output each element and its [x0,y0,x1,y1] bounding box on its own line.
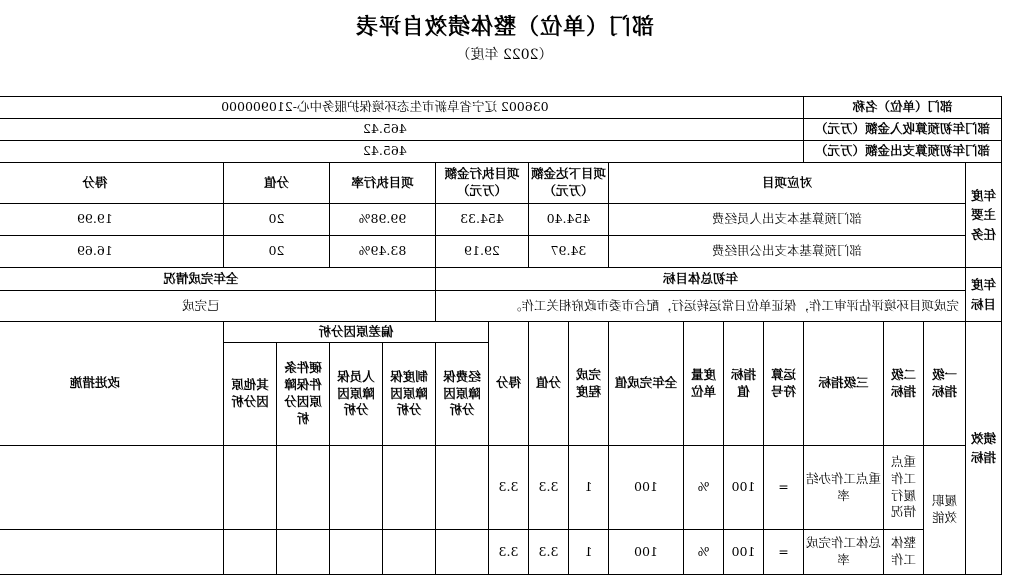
perf-score: 3.3 [488,446,528,530]
page-year: （2022 年度） [456,47,553,63]
perf-completion: 1 [568,446,608,530]
perf-header-target: 指标值 [723,322,763,446]
perf-completion: 1 [568,530,608,575]
perf-header-unit: 度量单位 [683,322,723,446]
task-project: 部门预算基本支出公用经费 [608,236,965,268]
perf-header-dev-personnel: 人员保障原因分析 [329,343,382,446]
task-project: 部门预算基本支出人员经费 [608,204,965,236]
perf-level3: 总体工作完成率 [803,530,883,575]
goal-text: 完成项目环境评估评审工作，保证单位日常运转运行，配合市委市政府相关工作。 [435,291,965,322]
table-row [0,446,1002,530]
perf-score-full: 3.3 [528,446,568,530]
perf-header-dev-system: 制度保障原因分析 [382,343,435,446]
task-rate: 99.98% [329,204,435,236]
completion-header: 全年完成情况 [0,268,435,291]
perf-header-level1: 一级指标 [924,322,966,446]
completion-text: 已完成 [0,291,435,322]
table-row [0,236,1002,268]
goals-section-label: 年度目标 [966,268,1002,322]
task-rate: 83.49% [329,236,435,268]
budget-expense-label: 部门年初预算支出金额（万元） [803,141,1001,163]
task-executed: 454.33 [435,204,528,236]
perf-header-completion: 完成程度 [568,322,608,446]
tasks-section-label: 年度主要任务 [966,163,1002,268]
perf-dev-other [223,530,276,575]
perf-header-operator: 运算符号 [763,322,803,446]
perf-header-dev-funds: 经费保障原因分析 [435,343,488,446]
perf-dev-funds [435,446,488,530]
perf-dev-hardware [276,530,329,575]
perf-section-label: 绩效指标 [966,322,1002,575]
perf-header-dev-hardware: 硬件条件保障原因分析 [276,343,329,446]
perf-dev-other [223,446,276,530]
tasks-header-score-full: 分值 [223,163,329,204]
perf-target: 100 [723,446,763,530]
perf-dev-funds [435,530,488,575]
perf-dev-hardware [276,446,329,530]
goals-header-row [0,268,1002,291]
budget-income-row [0,119,1002,141]
task-score: 19.99 [0,204,223,236]
perf-dev-system [382,530,435,575]
perf-header-level3: 三级指标 [803,322,883,446]
perf-header-annual: 全年完成值 [608,322,683,446]
perf-improvement [0,446,223,530]
tasks-header-allocated: 项目下达金额（万元） [528,163,608,204]
perf-level1: 履职效能 [924,446,966,575]
perf-header-improvement: 改进措施 [0,322,223,446]
budget-expense-value: 465.42 [0,141,803,163]
table-row [0,530,1002,575]
perf-header-deviation: 偏差原因分析 [223,322,488,343]
tasks-header-rate: 项目执行率 [329,163,435,204]
task-executed: 29.19 [435,236,528,268]
task-allocated: 454.40 [528,204,608,236]
perf-header-score-full: 分值 [528,322,568,446]
perf-unit: % [683,530,723,575]
goals-header: 年初总体目标 [435,268,965,291]
perf-header-score: 得分 [488,322,528,446]
budget-income-label: 部门年初预算收入金额（万元） [803,119,1001,141]
task-score: 16.69 [0,236,223,268]
task-score-full: 20 [223,204,329,236]
perf-dev-system [382,446,435,530]
perf-level2: 重点工作履行情况 [884,446,924,530]
budget-expense-row [0,141,1002,163]
dept-value: 036002 辽宁省阜新市生态环境保护服务中心-210900000 [0,97,803,119]
perf-annual: 100 [608,530,683,575]
perf-level3: 重点工作办结率 [803,446,883,530]
perf-dev-personnel [329,530,382,575]
perf-annual: 100 [608,446,683,530]
tasks-header-executed: 项目执行金额（万元） [435,163,528,204]
tasks-header-row [0,163,1002,204]
perf-header-level2: 二级指标 [884,322,924,446]
perf-improvement [0,530,223,575]
dept-row [0,97,1002,119]
evaluation-table [0,96,1002,575]
task-allocated: 34.97 [528,236,608,268]
task-score-full: 20 [223,236,329,268]
dept-label: 部门（单位）名称 [803,97,1001,119]
tasks-header-project: 对应项目 [608,163,965,204]
perf-header-row [0,322,1002,343]
page-title: 部门（单位）整体绩效自评表 [355,14,655,40]
perf-level2: 整体工作 [884,530,924,575]
perf-operator: = [763,530,803,575]
perf-target: 100 [723,530,763,575]
perf-unit: % [683,446,723,530]
budget-income-value: 465.42 [0,119,803,141]
tasks-header-score: 得分 [0,163,223,204]
goals-row [0,291,1002,322]
perf-operator: = [763,446,803,530]
perf-score: 3.3 [488,530,528,575]
table-row [0,204,1002,236]
perf-score-full: 3.3 [528,530,568,575]
perf-dev-personnel [329,446,382,530]
perf-header-dev-other: 其他原因分析 [223,343,276,446]
